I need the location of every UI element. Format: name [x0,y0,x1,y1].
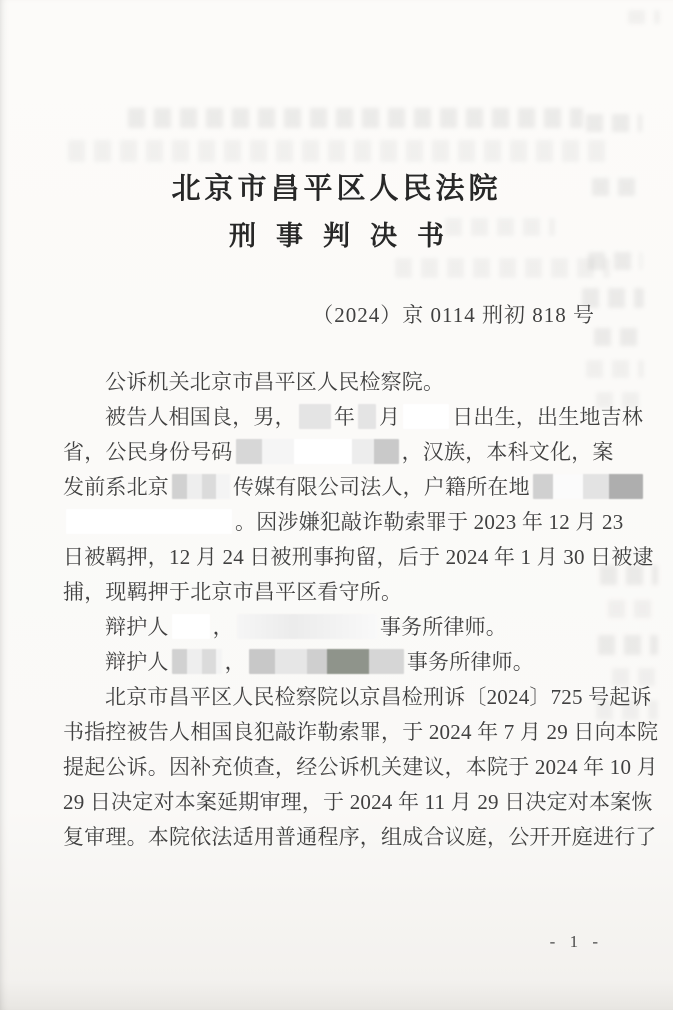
redaction-block [236,439,399,464]
bleedthrough-artifact [395,258,610,278]
document-line [63,750,658,785]
document-line [63,505,624,540]
document-line [63,645,621,680]
text-segment: 29 日决定对本案延期审理，于 2024 年 11 月 29 日决定对本案恢 [63,790,653,814]
document-line [63,540,654,575]
text-segment: 事务所律师。 [406,650,535,674]
document-body [0,365,673,855]
bleedthrough-artifact [588,252,642,270]
page-number: - 1 - [549,932,603,951]
text-segment: 发前系北京 [63,475,169,499]
text-segment: 日出生，出生地吉林 [452,405,644,429]
text-segment: 日被羁押，12 月 24 日被刑事拘留，后于 2024 年 1 月 30 日被逮 [63,545,654,569]
document-line [63,575,621,610]
text-segment: 事务所律师。 [379,615,508,639]
text-segment: 辩护人 [105,650,169,674]
text-segment: 提起公诉。因补充侦查，经公诉机关建议，本院于 2024 年 10 月 [63,755,658,779]
redaction-block [403,404,449,429]
redaction-block [172,614,210,639]
document-line [63,715,659,750]
document-line [63,435,621,470]
text-segment: ， [212,615,234,639]
text-segment: 月 [379,405,401,429]
text-segment: 公诉机关北京市昌平区人民检察院。 [105,370,445,394]
text-segment: 省，公民身份号码 [63,440,233,464]
document-line [63,470,621,505]
redaction-block [533,474,643,499]
text-segment: ， [224,650,246,674]
redaction-block [172,474,230,499]
text-segment: 辩护人 [105,615,169,639]
case-number: （2024）京 0114 刑初 818 号 [312,303,595,327]
redaction-block [172,649,222,674]
text-segment: 年 [333,405,356,429]
text-segment: 书指控被告人相国良犯敲诈勒索罪，于 2024 年 7 月 29 日向本院 [63,720,659,744]
text-segment: 传媒有限公司法人，户籍所在地 [233,475,530,499]
bleedthrough-artifact [594,328,644,346]
document-type-title: 刑事判决书 [229,221,464,251]
document-line [63,820,657,855]
document-line [63,785,653,820]
document-line [63,610,621,645]
redaction-block [249,649,404,674]
text-segment: ，汉族，本科文化，案 [401,440,614,464]
text-segment: 北京市昌平区人民检察院以京昌检刑诉〔2024〕725 号起诉 [105,685,652,709]
redaction-block [66,509,232,534]
text-segment: 被告人相国良，男， [105,405,296,429]
court-name: 北京市昌平区人民法院 [171,173,502,205]
document-line [63,680,652,715]
redaction-block [358,404,376,429]
text-segment: 捕，现羁押于北京市昌平区看守所。 [63,580,403,604]
document-header [0,0,673,253]
document-line [63,365,621,400]
document-line [63,400,644,435]
redaction-block [237,614,377,639]
text-segment: 。因涉嫌犯敲诈勒索罪于 2023 年 12 月 23 [235,510,624,534]
text-segment: 复审理。本院依法适用普通程序，组成合议庭，公开开庭进行了 [63,825,657,849]
redaction-block [299,404,331,429]
